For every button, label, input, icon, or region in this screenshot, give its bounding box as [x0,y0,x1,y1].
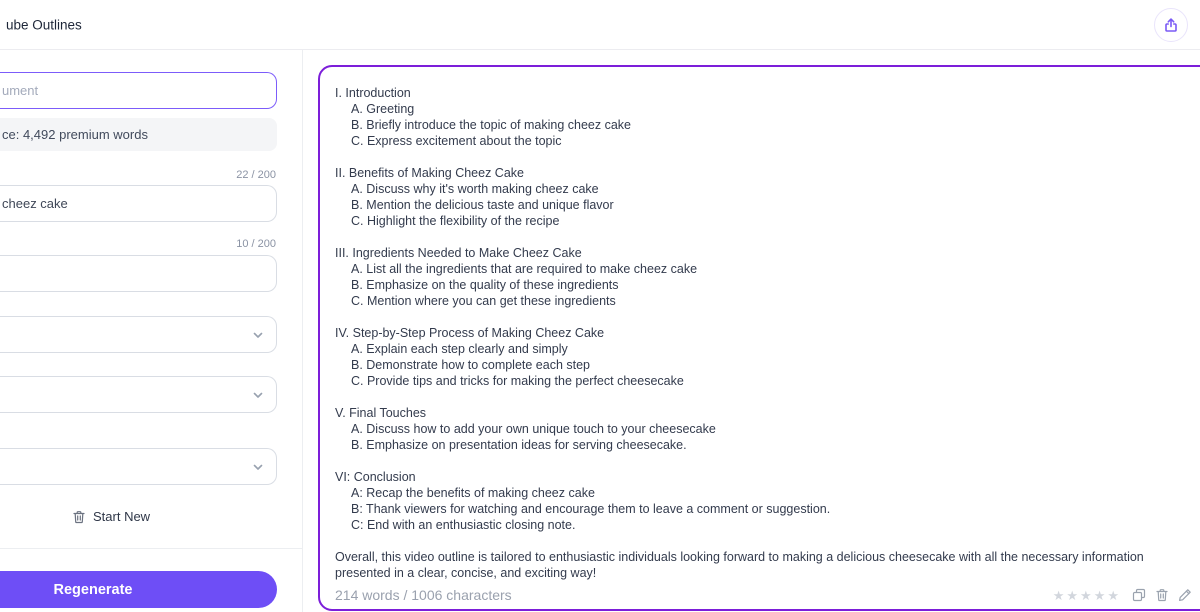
trash-icon [1155,588,1169,602]
star-icon[interactable]: ★ [1052,587,1065,603]
outline [335,85,1180,581]
outline-heading: III. Ingredients Needed to Make Cheez Cake [335,246,582,260]
topic-input[interactable] [0,185,277,222]
outline-heading: II. Benefits of Making Cheez Cake [335,166,524,180]
outline-item: A. Discuss why it's worth making cheez cake [351,182,599,196]
word-count: 214 words / 1006 characters [335,587,512,603]
pencil-icon [1178,588,1192,602]
start-new-button[interactable] [72,509,150,524]
outline-item: C: End with an enthusiastic closing note. [351,518,576,532]
outline-item: B. Emphasize on the quality of these ingredients [351,278,619,292]
dropdown-1[interactable] [0,316,277,353]
keywords-input[interactable] [0,255,277,292]
chevron-down-icon [252,389,264,401]
main-area [303,50,1200,612]
share-icon [1163,17,1179,33]
star-icon[interactable]: ★ [1066,587,1079,603]
page-title: ube Outlines [6,17,82,32]
chevron-down-icon [252,329,264,341]
outline-item: C. Provide tips and tricks for making the perfect cheesecake [351,374,684,388]
outline-item: B. Mention the delicious taste and unique flavor [351,198,614,212]
dropdown-2[interactable] [0,376,277,413]
outline-item: C. Express excitement about the topic [351,134,562,148]
outline-item: A. Discuss how to add your own unique touch to your cheesecake [351,422,716,436]
outline-section [335,245,1180,309]
outline-item: C. Highlight the flexibility of the recipe [351,214,560,228]
header [0,0,1200,50]
outline-item: B. Demonstrate how to complete each step [351,358,591,372]
outline-heading: V. Final Touches [335,406,427,420]
outline-heading: IV. Step-by-Step Process of Making Cheez Cake [335,326,605,340]
document-title-input[interactable] [0,72,277,109]
trash-icon [72,510,86,524]
outline-item: B. Briefly introduce the topic of making cheez cake [351,118,632,132]
outline-item: B. Emphasize on presentation ideas for serving cheesecake. [351,438,687,452]
outline-item: A. Greeting [351,102,415,116]
footer-icons [1053,588,1192,602]
closing-paragraph: Overall, this video outline is tailored to enthusiastic individuals looking forward to making a delicious cheesecake with all the necessary information presented in a clear, concise, and exciting way! [335,550,1144,580]
star-icon[interactable]: ★ [1107,587,1119,603]
outline-section [335,165,1180,229]
outline-section [335,85,1180,149]
copy-button[interactable] [1132,588,1146,602]
outline-item: A. List all the ingredients that are required to make cheez cake [351,262,698,276]
outline-heading: VI: Conclusion [335,470,416,484]
sidebar [0,50,303,612]
sidebar-divider [0,548,302,549]
share-button[interactable] [1154,8,1188,42]
regenerate-button[interactable]: Regenerate [0,571,277,608]
dropdown-3[interactable] [0,448,277,485]
outline-section [335,325,1180,389]
copy-icon [1132,588,1146,602]
outline-heading: I. Introduction [335,86,411,100]
outline-item: A: Recap the benefits of making cheez cake [351,486,595,500]
balance-info: ce: 4,492 premium words [0,118,277,151]
start-new-label: Start New [93,509,151,524]
outline-section [335,405,1180,453]
outline-section [335,469,1180,533]
star-rating [1053,589,1119,602]
keywords-char-counter: 10 / 200 [236,238,276,250]
card-footer [335,587,1192,603]
star-icon[interactable]: ★ [1093,587,1106,603]
chevron-down-icon [252,461,264,473]
star-icon[interactable]: ★ [1080,587,1092,603]
outline-item: C. Mention where you can get these ingredients [351,294,616,308]
generated-outline-card [318,65,1200,611]
edit-button[interactable] [1178,588,1192,602]
outline-item: B: Thank viewers for watching and encourage them to leave a comment or suggestion. [351,502,831,516]
topic-char-counter: 22 / 200 [236,169,276,181]
delete-button[interactable] [1155,588,1169,602]
outline-item: A. Explain each step clearly and simply [351,342,568,356]
